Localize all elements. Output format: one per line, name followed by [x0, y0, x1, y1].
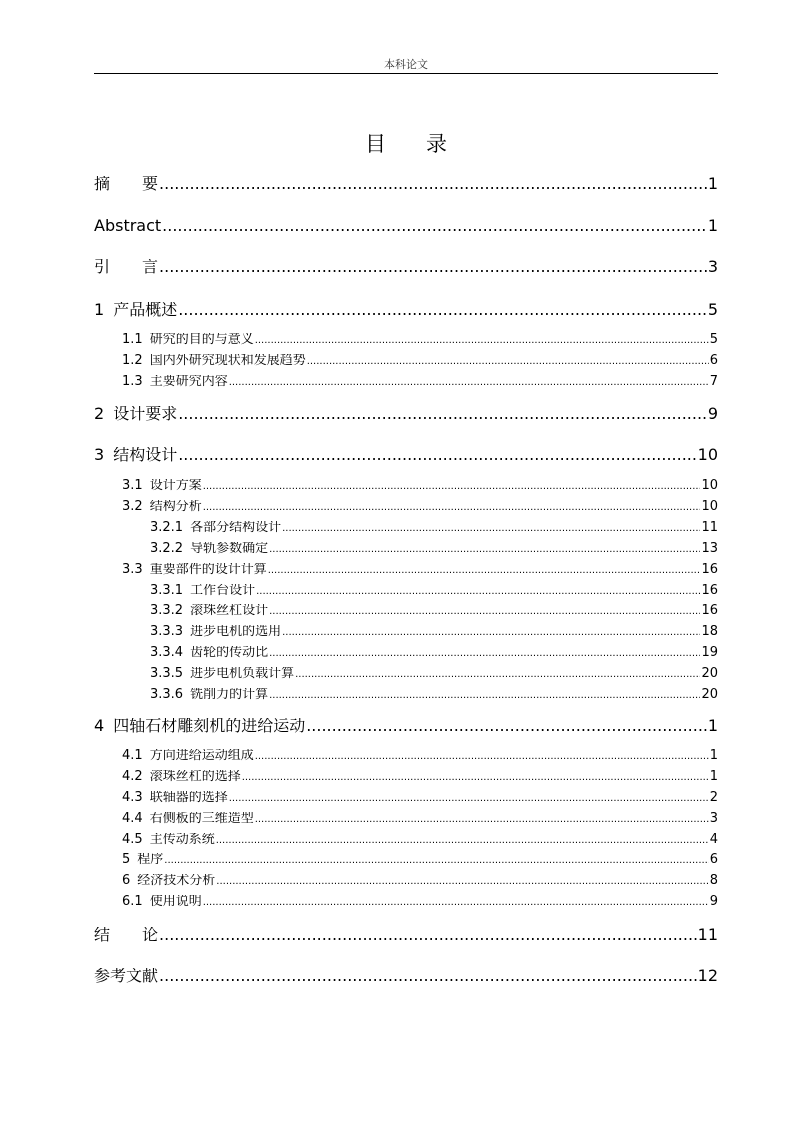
toc-entry-page: 10: [701, 479, 718, 492]
toc-entry-page: 6: [709, 853, 718, 866]
toc-entry-label: 滚珠丝杠的选择: [149, 770, 241, 783]
toc-entry[interactable]: [94, 259, 718, 275]
toc-entry-label: 工作台设计: [190, 584, 256, 597]
toc-entry-label: 研究的目的与意义: [149, 333, 254, 346]
toc-leader-dots: [164, 856, 708, 866]
toc-entry[interactable]: [122, 791, 718, 804]
toc-entry-page: 8: [709, 874, 718, 887]
toc-entry-label: Abstract: [94, 218, 162, 234]
toc-entry[interactable]: [94, 218, 718, 234]
toc-entry[interactable]: [122, 333, 718, 346]
toc-entry[interactable]: [122, 770, 718, 783]
toc-entry-number: 1.1: [122, 333, 143, 346]
toc-entry-number: 4.4: [122, 812, 143, 825]
toc-leader-dots: [203, 503, 701, 513]
toc-entry-label: 铣削力的计算: [190, 688, 269, 701]
toc-entry-label: 进步电机的选用: [190, 625, 282, 638]
toc-entry-label: 产品概述: [113, 302, 178, 318]
toc-leader-dots: [282, 628, 700, 638]
toc-title-left: 目: [365, 132, 386, 156]
toc-entry-number: 4: [94, 718, 105, 734]
toc-entry-label: 使用说明: [149, 895, 202, 908]
toc-entry[interactable]: [122, 812, 718, 825]
toc-entry-page: 3: [709, 812, 718, 825]
toc-entry-page: 4: [709, 833, 718, 846]
toc-entry-label: 设计方案: [149, 479, 202, 492]
toc-entry[interactable]: [122, 895, 718, 908]
toc-entry[interactable]: [94, 927, 718, 943]
toc-entry-number: 1: [94, 302, 105, 318]
toc-leader-dots: [295, 670, 700, 680]
toc-entry-page: 13: [701, 542, 718, 555]
toc-entry-label: 结构分析: [149, 500, 202, 513]
toc-leader-dots: [255, 336, 709, 346]
toc-entry[interactable]: [94, 447, 718, 463]
toc-leader-dots: [159, 968, 697, 984]
toc-entry-number: 5: [122, 853, 131, 866]
running-header: 本科论文: [384, 58, 428, 71]
toc-entry-label: 主要研究内容: [149, 375, 228, 388]
toc-entry-page: 2: [709, 791, 718, 804]
header-rule: [94, 73, 718, 74]
toc-entry-label: 四轴石材雕刻机的进给运动: [113, 718, 306, 734]
toc-entry-number: 3.3.1: [150, 584, 184, 597]
toc-entry-page: 6: [709, 354, 718, 367]
toc-entry-page: 11: [697, 927, 718, 943]
toc-leader-dots: [216, 877, 708, 887]
toc-entry[interactable]: [94, 968, 718, 984]
toc-entry-number: 2: [94, 406, 105, 422]
toc-entry[interactable]: [150, 625, 718, 638]
toc-entry-page: 7: [709, 375, 718, 388]
toc-leader-dots: [307, 357, 709, 367]
toc-entry[interactable]: [94, 176, 718, 192]
toc-leader-dots: [203, 482, 701, 492]
toc-entry-label: 摘 要: [94, 176, 159, 192]
toc-leader-dots: [269, 649, 700, 659]
toc-entry-page: 10: [697, 447, 718, 463]
toc-entry-number: 4.1: [122, 749, 143, 762]
toc-entry-label: 经济技术分析: [137, 874, 216, 887]
toc-entry-label: 结构设计: [113, 447, 178, 463]
toc-entry-number: 3.2.1: [150, 521, 184, 534]
toc-entry-page: 20: [701, 688, 718, 701]
toc-leader-dots: [242, 773, 709, 783]
toc-entry-number: 3.2.2: [150, 542, 184, 555]
toc-entry-page: 5: [707, 302, 718, 318]
toc-entry-number: 6.1: [122, 895, 143, 908]
toc-entry-number: 1.3: [122, 375, 143, 388]
toc-entry-page: 16: [701, 563, 718, 576]
toc-entry-page: 1: [707, 176, 718, 192]
toc-entry-number: 3.3.2: [150, 604, 184, 617]
toc-entry-label: 进步电机负载计算: [190, 667, 295, 680]
toc-leader-dots: [269, 691, 700, 701]
toc-entry-number: 3.3.6: [150, 688, 184, 701]
toc-entry-number: 6: [122, 874, 131, 887]
toc-entry[interactable]: [150, 521, 718, 534]
toc-entry-label: 右侧板的三维造型: [149, 812, 254, 825]
toc-entry-number: 4.2: [122, 770, 143, 783]
toc-entry[interactable]: [122, 375, 718, 388]
toc-leader-dots: [178, 302, 707, 318]
toc-entry-label: 参考文献: [94, 968, 159, 984]
toc-entry[interactable]: [94, 302, 718, 318]
toc-leader-dots: [203, 898, 709, 908]
toc-entry-page: 5: [709, 333, 718, 346]
toc-entry-number: 3.3.3: [150, 625, 184, 638]
toc-entry[interactable]: [122, 874, 718, 887]
toc-entry[interactable]: [150, 667, 718, 680]
toc-leader-dots: [159, 259, 707, 275]
toc-entry-page: 16: [701, 584, 718, 597]
toc-entry-number: 3.1: [122, 479, 143, 492]
toc-leader-dots: [162, 218, 707, 234]
toc-entry[interactable]: [150, 646, 718, 659]
toc-leader-dots: [216, 836, 709, 846]
toc-entry[interactable]: [150, 542, 718, 555]
toc-entry-label: 主传动系统: [149, 833, 215, 846]
toc-entry[interactable]: [122, 479, 718, 492]
toc-entry-label: 联轴器的选择: [149, 791, 228, 804]
toc-title: [94, 128, 718, 158]
toc-entry-label: 齿轮的传动比: [190, 646, 269, 659]
toc-entry-label: 国内外研究现状和发展趋势: [149, 354, 306, 367]
toc-entry[interactable]: [150, 604, 718, 617]
toc-leader-dots: [229, 378, 709, 388]
toc-entry[interactable]: [122, 833, 718, 846]
toc-entry-number: 3.2: [122, 500, 143, 513]
toc-leader-dots: [269, 545, 700, 555]
toc-entry-page: 3: [707, 259, 718, 275]
toc-entry-label: 导轨参数确定: [190, 542, 269, 555]
toc-leader-dots: [255, 752, 709, 762]
toc-leader-dots: [255, 815, 709, 825]
toc-entry-page: 11: [701, 521, 718, 534]
toc-entry-label: 引 言: [94, 259, 159, 275]
toc-entry[interactable]: [122, 354, 718, 367]
toc-entry-label: 结 论: [94, 927, 159, 943]
toc-entry-label: 方向进给运动组成: [149, 749, 254, 762]
toc-entry-label: 滚珠丝杠设计: [190, 604, 269, 617]
toc-entry-number: 3.3.4: [150, 646, 184, 659]
toc-entry-number: 3.3: [122, 563, 143, 576]
toc-entry-number: 4.3: [122, 791, 143, 804]
toc-entry[interactable]: [122, 500, 718, 513]
toc-entry[interactable]: [94, 406, 718, 422]
toc-entry-number: 1.2: [122, 354, 143, 367]
toc-entry-label: 程序: [137, 853, 164, 866]
toc-entry-page: 9: [709, 895, 718, 908]
toc-entry-number: 3: [94, 447, 105, 463]
toc-entry[interactable]: [122, 563, 718, 576]
toc-entry[interactable]: [150, 584, 718, 597]
toc-entry-page: 12: [697, 968, 718, 984]
toc-leader-dots: [306, 718, 707, 734]
toc-entry-page: 18: [701, 625, 718, 638]
toc-leader-dots: [268, 566, 701, 576]
toc-title-right: 录: [426, 132, 447, 156]
toc-entry-number: 4.5: [122, 833, 143, 846]
toc-leader-dots: [269, 607, 700, 617]
toc-entry-label: 各部分结构设计: [190, 521, 282, 534]
toc-entry-page: 1: [709, 770, 718, 783]
toc-leader-dots: [282, 524, 700, 534]
toc-entry-label: 重要部件的设计计算: [149, 563, 267, 576]
toc-leader-dots: [178, 447, 696, 463]
toc-entry[interactable]: [122, 853, 718, 866]
toc-entry-label: 设计要求: [113, 406, 178, 422]
toc-leader-dots: [159, 927, 697, 943]
toc-entry-page: 9: [707, 406, 718, 422]
toc-leader-dots: [159, 176, 707, 192]
toc-entry-page: 1: [707, 718, 718, 734]
toc-entry[interactable]: [94, 718, 718, 734]
toc-entry-page: 16: [701, 604, 718, 617]
toc-entry-page: 20: [701, 667, 718, 680]
toc-entry-page: 1: [709, 749, 718, 762]
toc-leader-dots: [229, 794, 709, 804]
toc-entry-number: 3.3.5: [150, 667, 184, 680]
toc-entry-page: 19: [701, 646, 718, 659]
toc-leader-dots: [178, 406, 707, 422]
toc-entry[interactable]: [122, 749, 718, 762]
toc-entry-page: 1: [707, 218, 718, 234]
toc-entry[interactable]: [150, 688, 718, 701]
toc-leader-dots: [256, 587, 700, 597]
toc-entry-page: 10: [701, 500, 718, 513]
